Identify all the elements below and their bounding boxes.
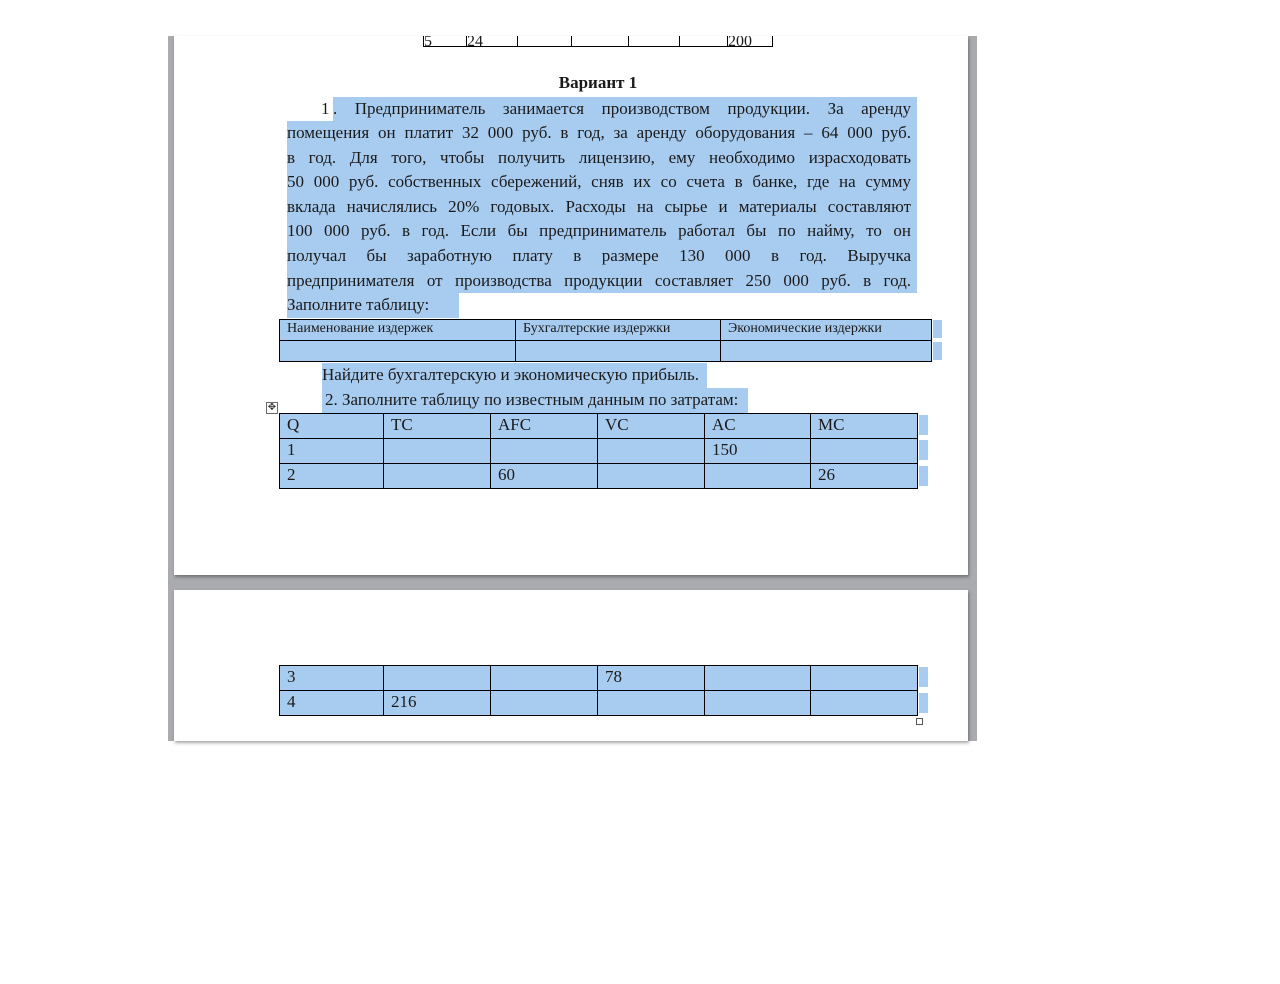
row-end-marker [933,342,942,360]
variant-heading: Вариант 1 [558,73,638,92]
table-header-cell[interactable]: MC [811,414,918,439]
table-cell[interactable] [384,439,491,464]
table-cell[interactable]: 5 [424,36,467,47]
task2-intro[interactable]: 2. Заполните таблицу по известным данным по затратам: [322,388,748,413]
table-cell[interactable] [491,691,598,716]
table-cell[interactable]: 2 [280,464,384,489]
table-cell[interactable]: 1 [280,439,384,464]
table-cell[interactable] [598,439,705,464]
text-line: получал бы заработную плату в размере 130 000 в год. Выручка [287,244,911,269]
table-header-cell[interactable]: Экономические издержки [721,320,932,341]
table-cell[interactable] [705,691,811,716]
table-cell[interactable] [598,691,705,716]
table-cell[interactable] [721,341,932,362]
task1-question[interactable]: Найдите бухгалтерскую и экономическую прибыль. [322,363,707,388]
table-cell[interactable] [705,464,811,489]
costs-table[interactable] [279,319,932,362]
table-cell[interactable] [518,36,572,47]
text-line: вклада начислялись 20% годовых. Расходы на сырье и материалы составляют [287,195,911,220]
table-cell[interactable]: 26 [811,464,918,489]
row-end-marker [933,320,942,338]
table-cell[interactable] [811,666,918,691]
table-cell[interactable]: 24 [467,36,518,47]
table-cell[interactable] [516,341,721,362]
row-end-marker [919,415,928,435]
table-cell[interactable] [491,666,598,691]
table-cell[interactable] [811,691,918,716]
text-line: 50 000 руб. собственных сбережений, сняв их со счета в банке, где на сумму [287,170,911,195]
table-header-cell[interactable]: AC [705,414,811,439]
table-cell[interactable]: 60 [491,464,598,489]
table-cell[interactable] [384,464,491,489]
table-header-cell[interactable]: Бухгалтерские издержки [516,320,721,341]
text-line: 100 000 руб. в год. Если бы предприниматель работал бы по найму, то он [287,219,911,244]
cost-data-table-continued[interactable] [279,665,918,716]
table-cell[interactable]: 150 [705,439,811,464]
table-cell[interactable] [598,464,705,489]
previous-table-fragment[interactable] [423,36,773,47]
table-cell[interactable] [705,666,811,691]
table-move-handle-icon[interactable]: ✥ [267,402,277,413]
table-cell[interactable] [384,666,491,691]
table-header-cell[interactable]: Наименование издержек [280,320,516,341]
cost-data-table[interactable] [279,413,918,489]
table-cell[interactable]: 3 [280,666,384,691]
table-cell[interactable] [680,36,728,47]
table-cell[interactable]: 216 [384,691,491,716]
table-cell[interactable]: 4 [280,691,384,716]
table-cell[interactable]: 200 [728,36,773,47]
text-line: помещения он платит 32 000 руб. в год, за аренду оборудования – 64 000 руб. [287,121,911,146]
table-cell[interactable]: 78 [598,666,705,691]
table-cell[interactable] [491,439,598,464]
row-end-marker [919,693,928,713]
table-resize-handle-icon[interactable] [916,718,923,725]
table-cell[interactable] [572,36,629,47]
text-line: предпринимателя от производства продукции составляет 250 000 руб. в год. [287,269,911,294]
table-cell[interactable] [811,439,918,464]
text-line: Заполните таблицу: [287,293,911,318]
table-header-cell[interactable]: VC [598,414,705,439]
table-cell[interactable] [280,341,516,362]
table-header-cell[interactable]: AFC [491,414,598,439]
table-header-cell[interactable]: Q [280,414,384,439]
table-header-cell[interactable]: TC [384,414,491,439]
text-line: 1 . Предприниматель занимается производством продукции. За аренду [333,97,911,122]
text-line: в год. Для того, чтобы получить лицензию, ему необходимо израсходовать [287,146,911,171]
table-cell[interactable] [629,36,680,47]
row-end-marker [919,466,928,486]
task1-paragraph[interactable] [287,97,911,318]
list-number: 1 [321,98,330,118]
row-end-marker [919,667,928,687]
row-end-marker [919,440,928,460]
